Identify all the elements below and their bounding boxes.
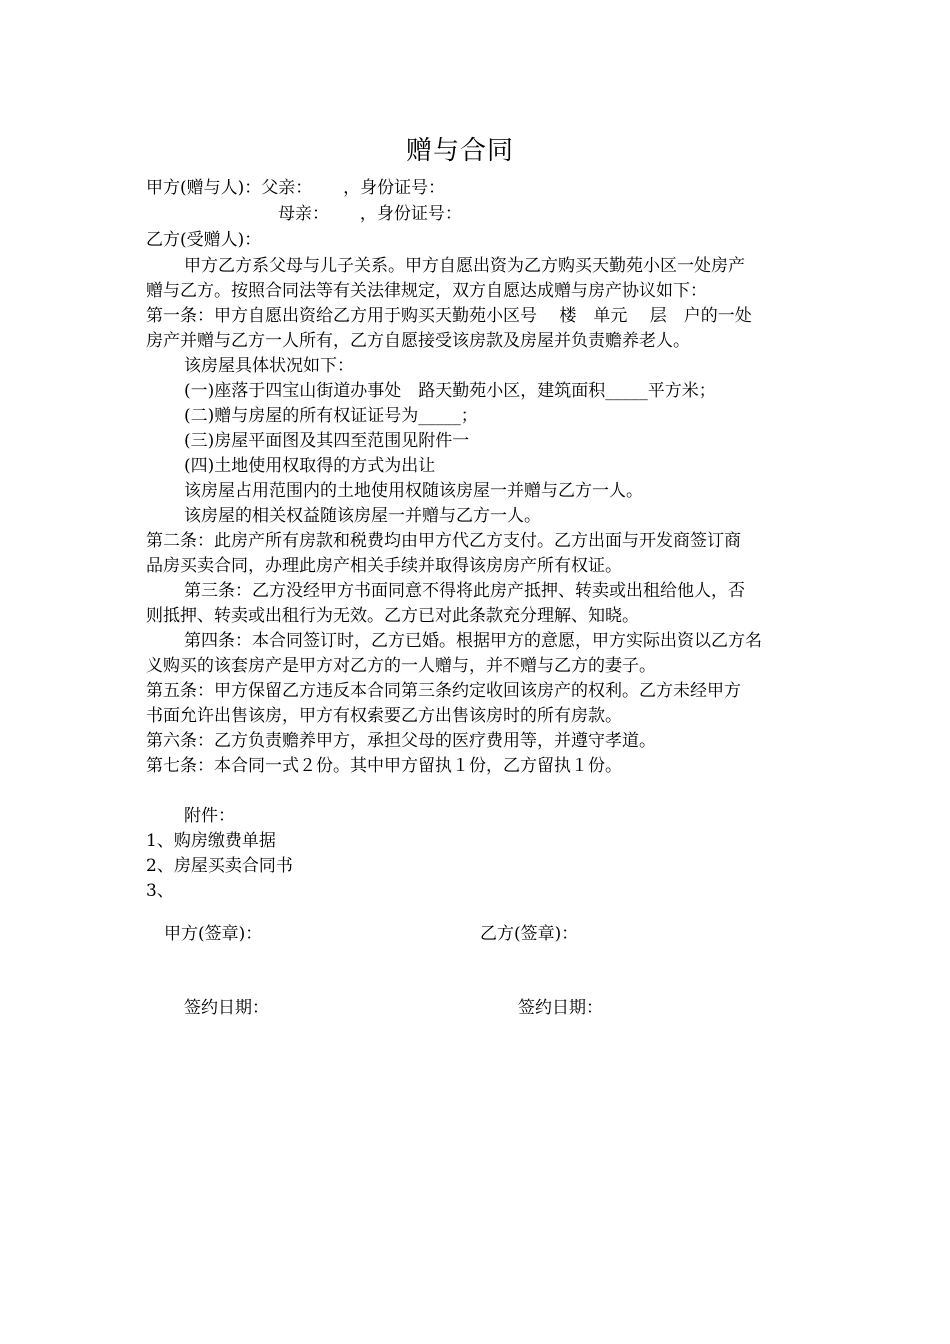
paragraph-line: 则抵押、转卖或出租行为无效。乙方已对此条款充分理解、知晓。 [146,606,639,626]
paragraph-line: (二)赠与房屋的所有权证证号为_____； [184,406,478,426]
page-title: 赠与合同 [405,136,514,166]
party-a-mother-line: 母亲： ，身份证号： [278,204,462,224]
paragraph-line: (一)座落于四宝山街道办事处 路天勤苑小区，建筑面积_____平方米； [184,381,716,401]
paragraph-line: 第二条：此房产所有房款和税费均由甲方代乙方支付。乙方出面与开发商签订商 [146,531,741,551]
paragraph-line: 甲方乙方系父母与儿子关系。甲方自愿出资为乙方购买天勤苑小区一处房产 [184,256,745,276]
paragraph-line: 书面允许出售该房，甲方有权索要乙方出售该房时的所有房款。 [146,706,622,726]
party-b-signature-label: 乙方(签章)： [480,924,579,944]
attachment-item: 2、房屋买卖合同书 [146,856,293,876]
paragraph-line: 赠与乙方。按照合同法等有关法律规定，双方自愿达成赠与房产协议如下： [146,281,707,301]
party-a-date-label: 签约日期： [184,998,269,1018]
paragraph-line: (四)土地使用权取得的方式为出让 [184,456,436,476]
paragraph-line: 第七条：本合同一式２份。其中甲方留执１份，乙方留执１份。 [146,756,622,776]
party-a-signature-label: 甲方(签章)： [164,924,263,944]
attachment-item: 3、 [146,881,174,901]
paragraph-line: 品房买卖合同，办理此房产相关手续并取得该房房产所有权证。 [146,556,622,576]
party-b-line: 乙方(受赠人)： [146,230,262,250]
party-a-father-line: 甲方(赠与人)：父亲： ，身份证号： [146,178,446,198]
attachments-heading: 附件： [184,806,235,826]
paragraph-line: 义购买的该套房产是甲方对乙方的一人赠与，并不赠与乙方的妻子。 [146,656,656,676]
paragraph-line: 该房屋具体状况如下： [184,356,354,376]
paragraph-line: 该房屋的相关权益随该房屋一并赠与乙方一人。 [184,506,541,526]
paragraph-line: 第四条：本合同签订时，乙方已婚。根据甲方的意愿，甲方实际出资以乙方名 [184,631,762,651]
paragraph-line: 第六条：乙方负责赡养甲方，承担父母的医疗费用等，并遵守孝道。 [146,731,656,751]
paragraph-line: 第一条：甲方自愿出资给乙方用于购买天勤苑小区号 楼 单元 层 户的一处 [146,306,752,326]
paragraph-line: 第五条：甲方保留乙方违反本合同第三条约定收回该房产的权利。乙方未经甲方 [146,681,741,701]
attachment-item: 1、购房缴费单据 [146,831,276,851]
paragraph-line: 该房屋占用范围内的土地使用权随该房屋一并赠与乙方一人。 [184,481,643,501]
paragraph-line: (三)房屋平面图及其四至范围见附件一 [184,431,470,451]
paragraph-line: 第三条：乙方没经甲方书面同意不得将此房产抵押、转卖或出租给他人，否 [184,581,745,601]
party-b-date-label: 签约日期： [518,998,603,1018]
paragraph-line: 房产并赠与乙方一人所有，乙方自愿接受该房款及房屋并负责赡养老人。 [146,331,690,351]
